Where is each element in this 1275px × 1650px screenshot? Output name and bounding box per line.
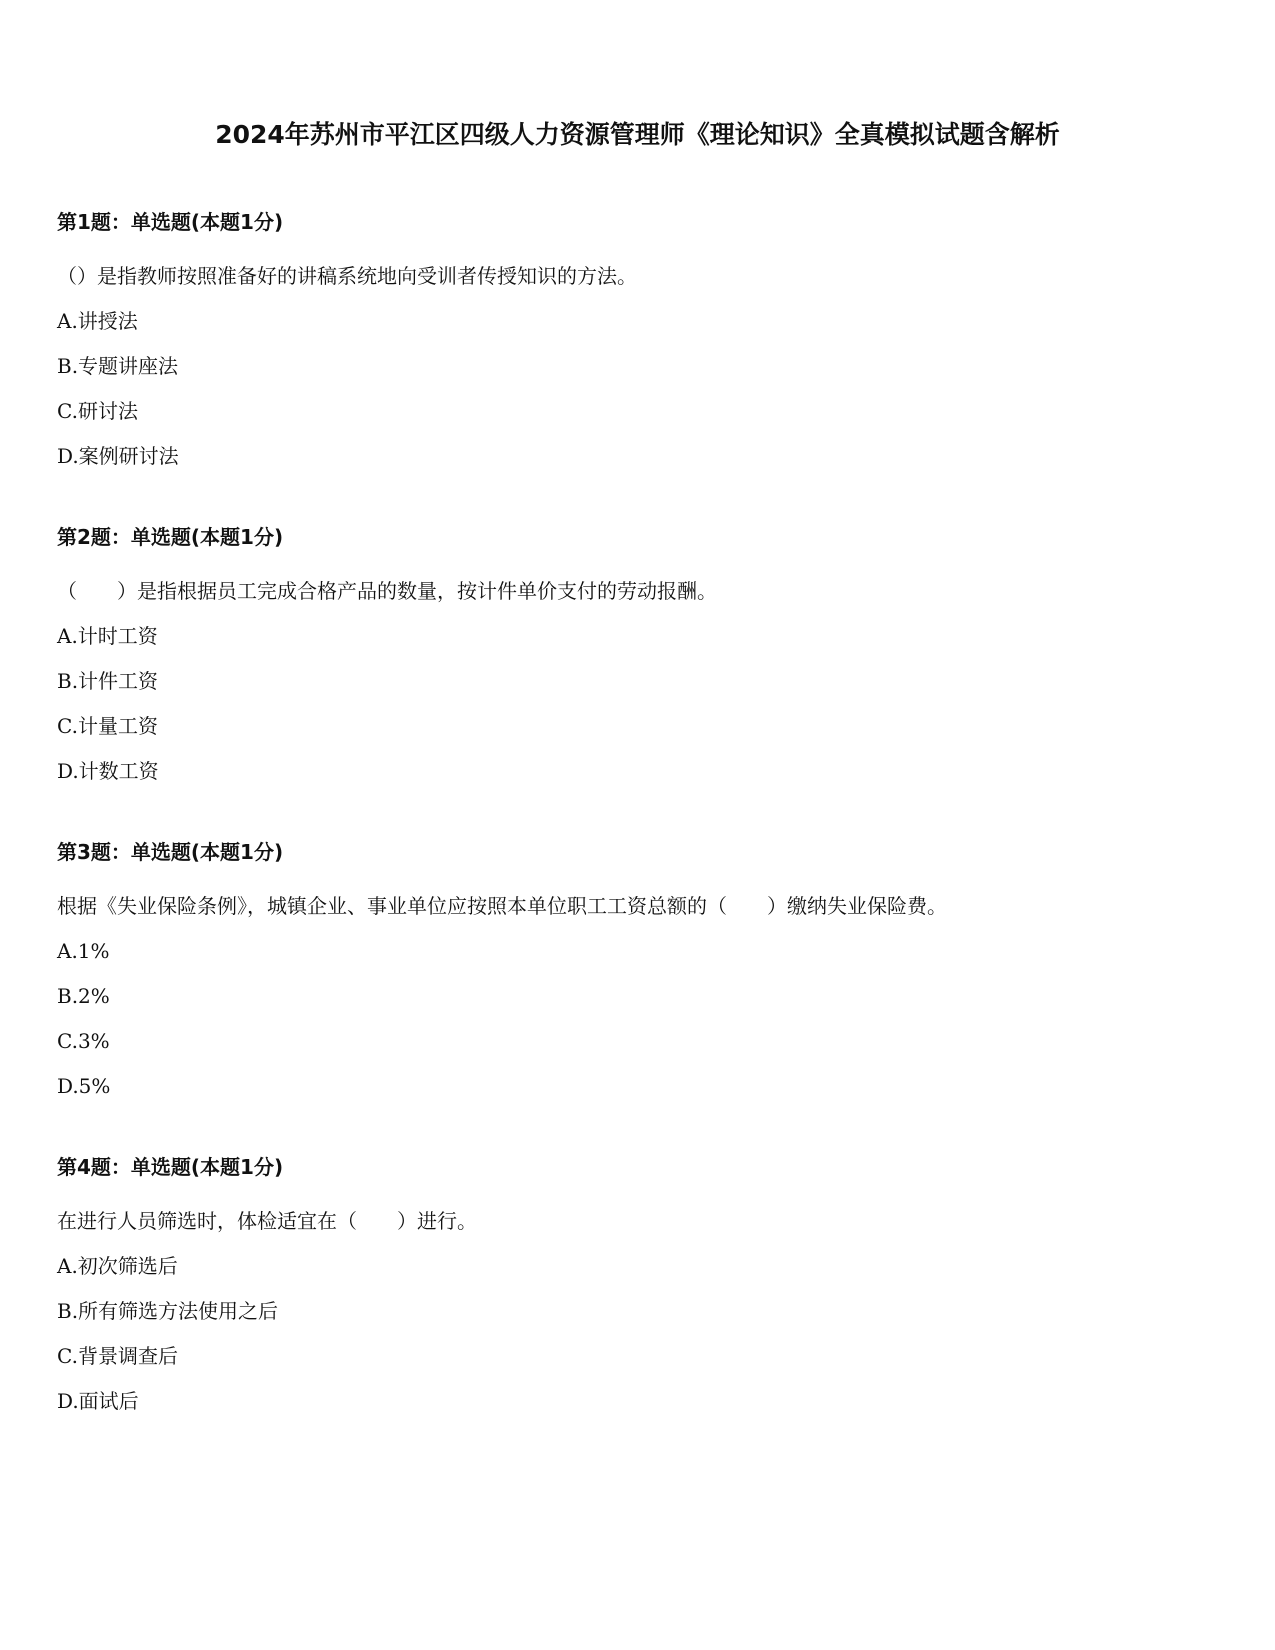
option-d: D.计数工资 — [57, 759, 159, 783]
option-a: A.讲授法 — [57, 309, 138, 333]
option-d: D.5% — [57, 1074, 111, 1098]
document-title: 2024年苏州市平江区四级人力资源管理师《理论知识》全真模拟试题含解析 — [215, 120, 1060, 149]
question-header: 第1题：单选题(本题1分) — [57, 210, 284, 234]
option-c: C.研讨法 — [57, 399, 138, 423]
question-4 — [57, 1153, 1237, 1415]
question-stem: 根据《失业保险条例》，城镇企业、事业单位应按照本单位职工工资总额的（ ）缴纳失业保险费。 — [57, 894, 947, 918]
question-header: 第3题：单选题(本题1分) — [57, 840, 284, 864]
question-header: 第2题：单选题(本题1分) — [57, 525, 284, 549]
question-2 — [57, 523, 1237, 785]
option-b: B.计件工资 — [57, 669, 159, 693]
question-1 — [57, 208, 1237, 470]
option-a: A.初次筛选后 — [57, 1254, 178, 1278]
option-a: A.1% — [57, 939, 110, 963]
option-c: C.计量工资 — [57, 714, 158, 738]
option-d: D.案例研讨法 — [57, 444, 179, 468]
question-3 — [57, 838, 1237, 1100]
option-c: C.背景调查后 — [57, 1344, 178, 1368]
question-stem: （）是指教师按照准备好的讲稿系统地向受训者传授知识的方法。 — [57, 264, 637, 288]
option-c: C.3% — [57, 1029, 110, 1053]
option-b: B.专题讲座法 — [57, 354, 179, 378]
question-header: 第4题：单选题(本题1分) — [57, 1155, 284, 1179]
question-stem: 在进行人员筛选时，体检适宜在（ ）进行。 — [57, 1209, 477, 1233]
option-b: B.2% — [57, 984, 110, 1008]
option-d: D.面试后 — [57, 1389, 139, 1413]
option-b: B.所有筛选方法使用之后 — [57, 1299, 279, 1323]
question-stem: （ ）是指根据员工完成合格产品的数量，按计件单价支付的劳动报酬。 — [57, 579, 717, 603]
option-a: A.计时工资 — [57, 624, 158, 648]
